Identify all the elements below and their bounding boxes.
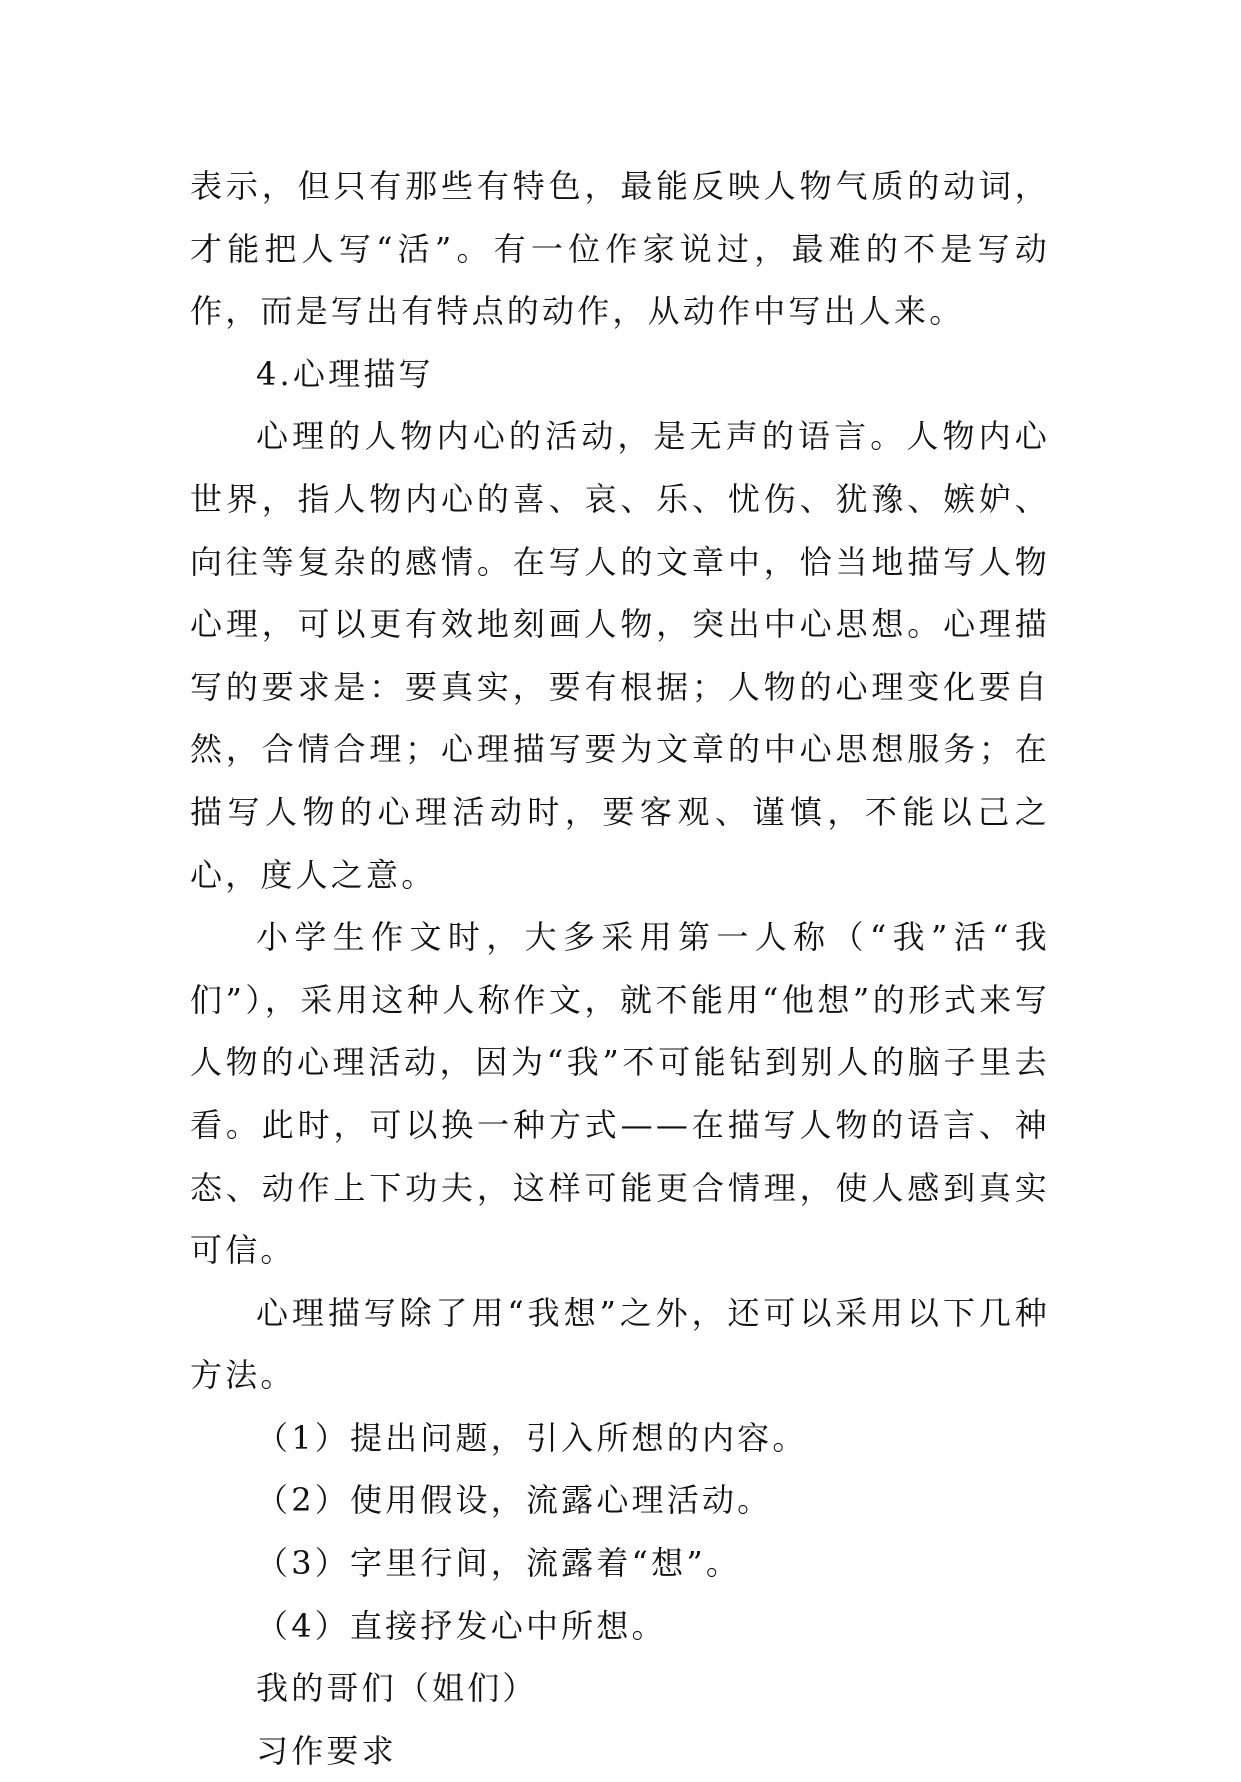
method-item-1: （1）提出问题，引入所想的内容。 — [256, 1418, 808, 1457]
method-item-2: （2）使用假设，流露心理活动。 — [256, 1481, 773, 1520]
method-item-4: （4）直接抒发心中所想。 — [256, 1606, 667, 1645]
paragraph-first-person: 小学生作文时，大多采用第一人称（“我”活“我们”），采用这种人称作文，就不能用“他想”的形式来写人物的心理活动，因为“我”不可能钻到别人的脑子里去看。此时，可以换一种方式——在描写人物的语言、神态、动作上下功夫，这样可能更合情理，使人感到真实可信。 — [190, 918, 1050, 1270]
paragraph-psychology-definition: 心理的人物内心的活动，是无声的语言。人物内心世界，指人物内心的喜、哀、乐、忧伤、犹豫、嫉妒、向往等复杂的感情。在写人的文章中，恰当地描写人物心理，可以更有效地刻画人物，突出中心思想。心理描写的要求是：要真实，要有根据；人物的心理变化要自然，合情合理；心理描写要为文章的中心思想服务；在描写人物的心理活动时，要客观、谨慎，不能以己之心，度人之意。 — [190, 417, 1050, 894]
intro-paragraph: 表示，但只有那些有特色，最能反映人物气质的动词，才能把人写“活”。有一位作家说过，最难的不是写动作，而是写出有特点的动作，从动作中写出人来。 — [190, 167, 1050, 331]
paragraph-methods-intro: 心理描写除了用“我想”之外，还可以采用以下几种方法。 — [190, 1293, 1050, 1395]
essay-title: 我的哥们（姐们） — [256, 1669, 538, 1708]
section-heading: 4.心理描写 — [256, 354, 434, 393]
document-body — [190, 155, 1050, 1782]
essay-requirements-heading: 习作要求 — [256, 1731, 397, 1770]
method-item-3: （3）字里行间，流露着“想”。 — [256, 1544, 742, 1583]
